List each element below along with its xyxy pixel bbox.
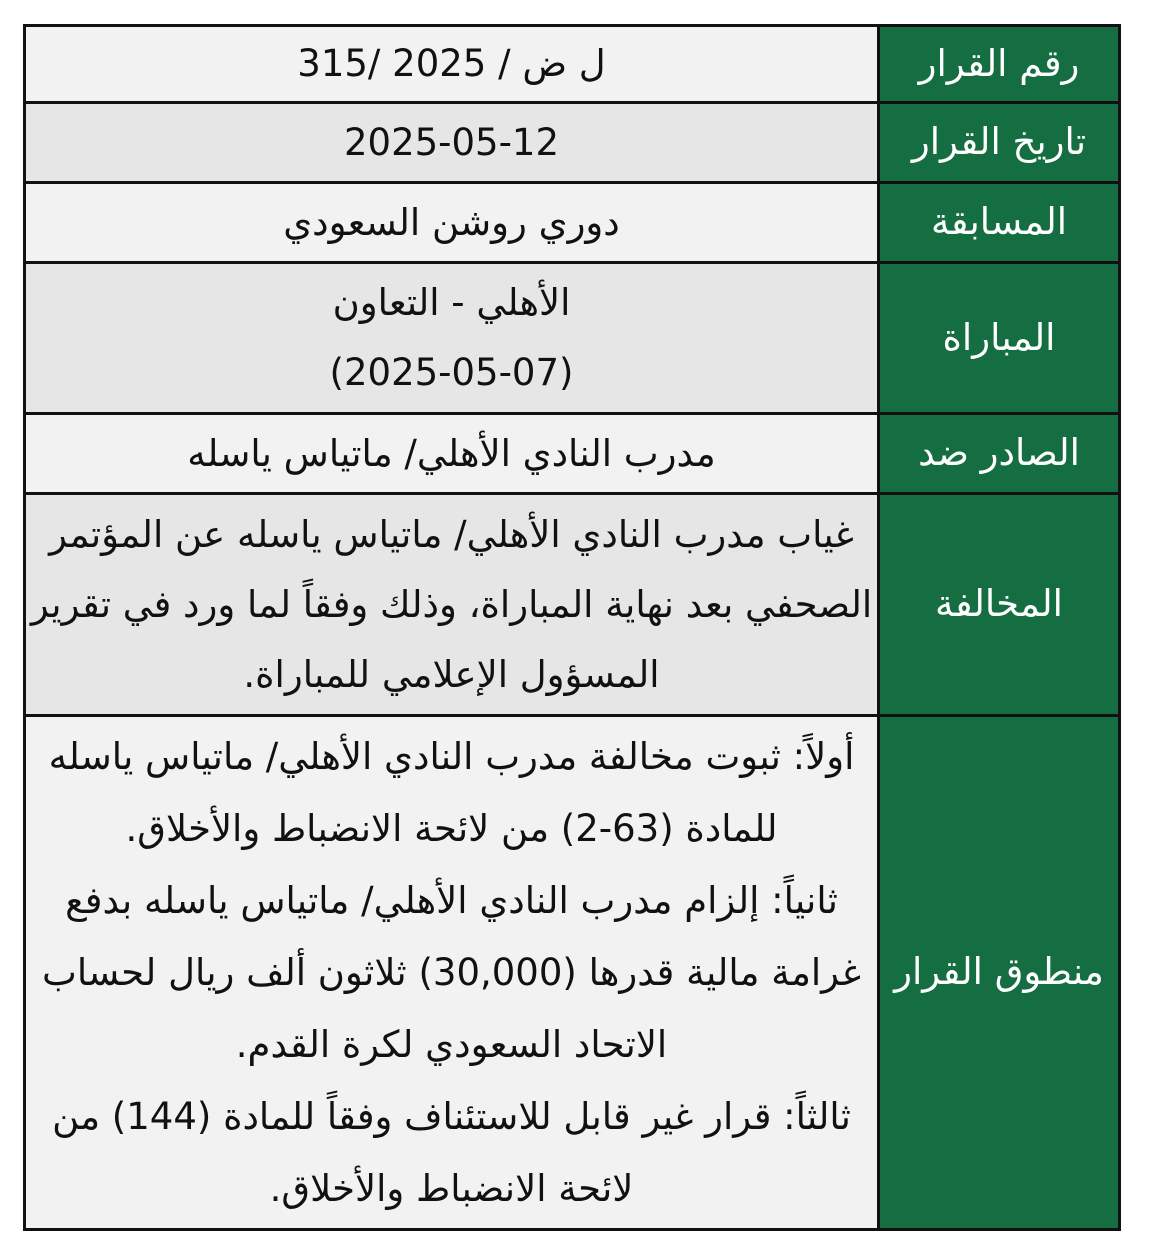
row-decision-number — [25, 26, 1120, 103]
competition-value: دوري روشن السعودي — [25, 183, 879, 263]
row-decision-date — [25, 103, 1120, 183]
violation-label: المخالفة — [879, 494, 1120, 716]
row-issued-against — [25, 414, 1120, 494]
row-competition — [25, 183, 1120, 263]
decision-verdict-label: منطوق القرار — [879, 716, 1120, 1230]
verdict-point-second: ثانياً: إلزام مدرب النادي الأهلي/ ماتياس ياسله بدفع غرامة مالية قدرها (30,000) ثلاثون ألف ريال لحساب الاتحاد السعودي لكرة القدم. — [42, 878, 861, 1066]
decision-number-label: رقم القرار — [879, 26, 1120, 103]
match-teams: الأهلي - التعاون — [332, 281, 571, 324]
verdict-point-first: أولاً: ثبوت مخالفة مدرب النادي الأهلي/ ماتياس ياسله للمادة (63-2) من لائحة الانضباط والأخلاق. — [48, 734, 855, 850]
violation-value: غياب مدرب النادي الأهلي/ ماتياس ياسله عن المؤتمر الصحفي بعد نهاية المباراة، وذلك وفقاً لما ورد في تقرير المسؤول الإعلامي للمباراة. — [25, 494, 879, 716]
decision-table — [23, 24, 1121, 1231]
decision-date-label: تاريخ القرار — [879, 103, 1120, 183]
decision-verdict-value — [25, 716, 879, 1230]
row-match — [25, 263, 1120, 414]
issued-against-value: مدرب النادي الأهلي/ ماتياس ياسله — [25, 414, 879, 494]
decision-date-value: 2025-05-12 — [25, 103, 879, 183]
competition-label: المسابقة — [879, 183, 1120, 263]
match-label: المباراة — [879, 263, 1120, 414]
verdict-point-third: ثالثاً: قرار غير قابل للاستئناف وفقاً للمادة (144) من لائحة الانضباط والأخلاق. — [52, 1094, 851, 1210]
match-date: (2025-05-07) — [329, 351, 574, 394]
match-value — [25, 263, 879, 414]
issued-against-label: الصادر ضد — [879, 414, 1120, 494]
row-decision-verdict — [25, 716, 1120, 1230]
row-violation — [25, 494, 1120, 716]
decision-number-value: 315/ ل ض / 2025 — [25, 26, 879, 103]
